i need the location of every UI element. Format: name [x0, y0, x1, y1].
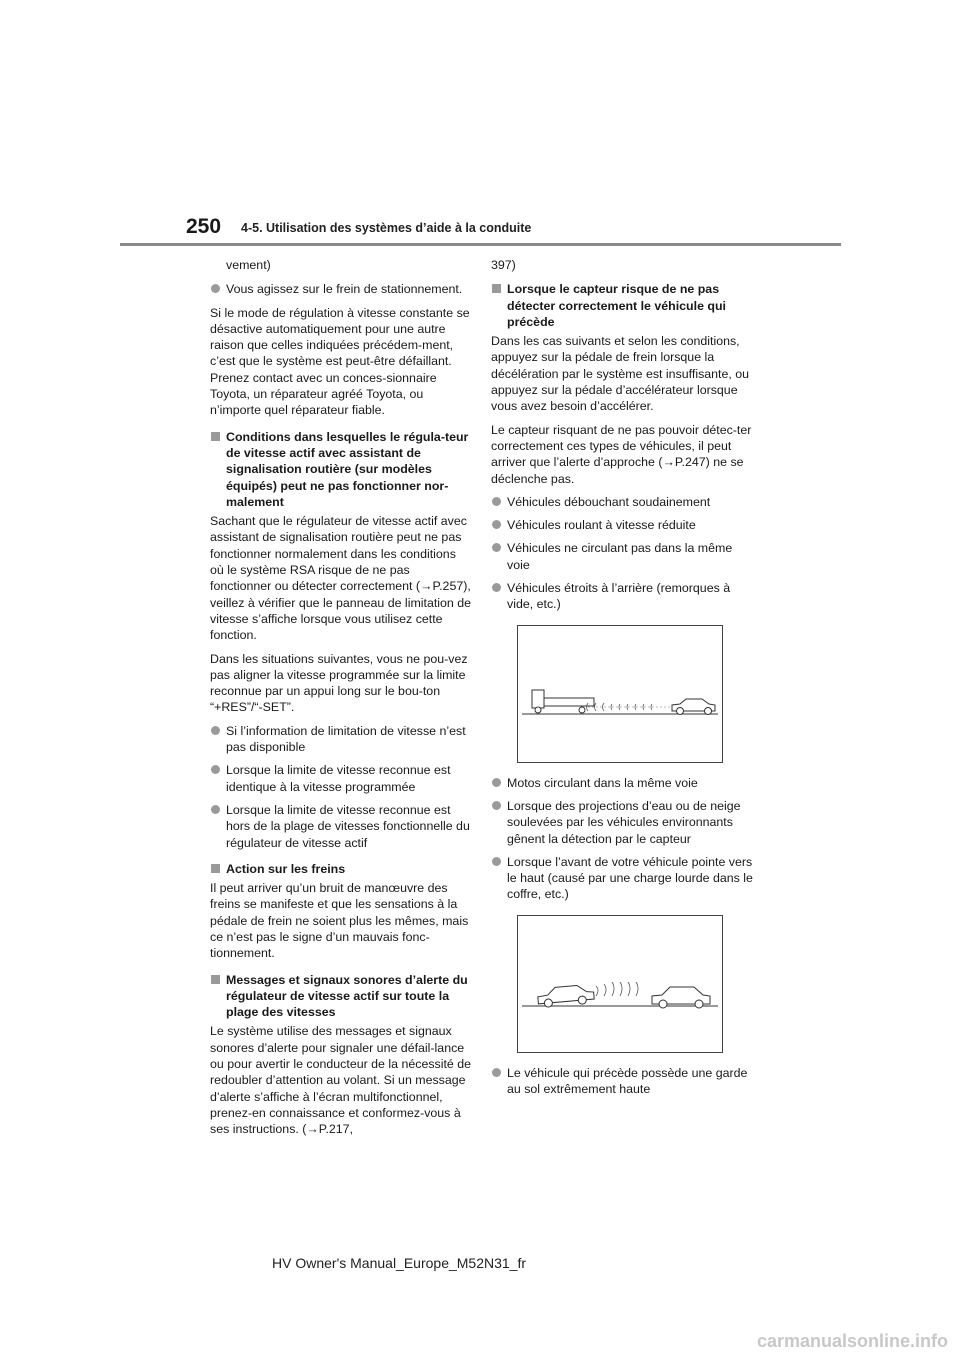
bullet-item: Lorsque la limite de vitesse reconnue est hors de la plage de vitesses fonctionnelle du régulateur de vitesse actif [210, 802, 472, 851]
truck-cab-icon [532, 690, 544, 708]
bullet-dot-icon [492, 1068, 501, 1077]
nose-up-illustration [517, 915, 723, 1053]
bullet-item: Véhicules ne circulant pas dans la même voie [491, 540, 753, 573]
bullet-dot-icon [492, 520, 501, 529]
bullet-item: Le véhicule qui précède possède une garde au sol extrêmement haute [491, 1065, 753, 1098]
bullet-dot-icon [492, 583, 501, 592]
trailer-detection-diagram [518, 626, 722, 762]
nose-up-detection-diagram [518, 916, 722, 1052]
section-title: 4-5. Utilisation des systèmes d’aide à la conduite [241, 221, 532, 235]
manual-footer: HV Owner's Manual_Europe_M52N31_fr [272, 1255, 527, 1271]
bullet-item: Véhicules étroits à l’arrière (remorques à vide, etc.) [491, 580, 753, 613]
bullet-item: Motos circulant dans la même voie [491, 775, 753, 791]
sensor-waves-icon [596, 982, 638, 996]
left-column [210, 257, 472, 1145]
paragraph: Le système utilise des messages et signaux sonores d’alerte pour signaler une défail-lance ou pour avertir le conducteur de la nécessité de redoubler d’attention au volant. Si un message d’alerte s’affiche à l’écran multifonctionnel, prenez-en connaissance et conformez-vous à ses instructions. (→P.217, [210, 1024, 472, 1137]
bullet-item: Lorsque l’avant de votre véhicule pointe vers le haut (causé par une charge lourde dans le coffre, etc.) [491, 854, 753, 903]
subheading: Messages et signaux sonores d’alerte du régulateur de vitesse actif sur toute la plage des vitesses [210, 972, 472, 1021]
paragraph: Dans les situations suivantes, vous ne pou-vez pas aligner la vitesse programmée sur la limite reconnue par un appui long sur le bou-ton “+RES”/“-SET”. [210, 651, 468, 715]
trailer-illustration [517, 625, 723, 763]
bullet-dot-icon [211, 726, 220, 735]
paragraph: Il peut arriver qu’un bruit de manœuvre des freins se manifeste et que les sensations à la pédale de frein ne soient plus les mêmes, mais ce n’est pas le signe d’un mauvais fonc-tionnement. [210, 881, 469, 961]
continued-text: 397) [491, 258, 516, 272]
trailer-icon [544, 698, 594, 706]
header-rule [120, 243, 841, 246]
heading-square-icon [492, 284, 501, 293]
subheading: Conditions dans lesquelles le régula-teur de vitesse actif avec assistant de signalisation routière (sur modèles équipés) peut ne pas fonctionner nor-malement [210, 429, 472, 510]
bullet-dot-icon [211, 284, 220, 293]
watermark: carmanualsonline.info [756, 1331, 948, 1351]
bullet-item: Véhicules débouchant soudainement [491, 494, 753, 510]
bullet-dot-icon [492, 543, 501, 552]
bullet-item: Vous agissez sur le frein de stationnement. [210, 281, 472, 297]
subheading: Lorsque le capteur risque de ne pas détecter correctement le véhicule qui précède [491, 281, 753, 330]
continued-text: vement) [226, 258, 271, 272]
paragraph: Le capteur risquant de ne pas pouvoir détec-ter correctement ces types de véhicules, il peut arriver que l’alerte d’approche (→P.247) ne se déclenche pas. [491, 422, 752, 486]
bullet-dot-icon [211, 805, 220, 814]
paragraph: Si le mode de régulation à vitesse constante se désactive automatiquement pour une autre raison que celles indiquées précédem-ment, c’est que le système est peut-être défaillant. Prenez contact avec un conces-sionnaire Toyota, un réparateur agréé Toyota, ou n’importe quel réparateur fiable. [210, 305, 470, 418]
bullet-item: Si l’information de limitation de vitesse n’est pas disponible [210, 723, 472, 756]
paragraph: Dans les cas suivants et selon les conditions, appuyez sur la pédale de frein lorsque la décélération par le système est insuffisante, ou appuyez sur la pédale d’accélérateur lorsque vous avez besoin d’accélérer. [491, 334, 750, 414]
heading-square-icon [211, 432, 220, 441]
bullet-item: Lorsque la limite de vitesse reconnue est identique à la vitesse programmée [210, 762, 472, 795]
bullet-dot-icon [211, 765, 220, 774]
own-car-icon [537, 984, 594, 1008]
heading-square-icon [211, 975, 220, 984]
paragraph: Sachant que le régulateur de vitesse actif avec assistant de signalisation routière peut ne pas fonctionner normalement dans les conditions où le système RSA risque de ne pas fonctionner ou détecter correctement (→P.257), veillez à vérifier que le panneau de limitation de vitesse s’affiche lorsque vous utilisez cette fonction. [210, 514, 472, 643]
bullet-item: Véhicules roulant à vitesse réduite [491, 517, 753, 533]
heading-square-icon [211, 864, 220, 873]
right-column [491, 257, 753, 1104]
bullet-item: Lorsque des projections d’eau ou de neige soulevées par les véhicules environnants gênent la détection par le capteur [491, 798, 753, 847]
bullet-dot-icon [492, 778, 501, 787]
bullet-dot-icon [492, 497, 501, 506]
bullet-dot-icon [492, 801, 501, 810]
bullet-dot-icon [492, 857, 501, 866]
subheading: Action sur les freins [210, 861, 472, 877]
page-number: 250 [186, 215, 222, 238]
